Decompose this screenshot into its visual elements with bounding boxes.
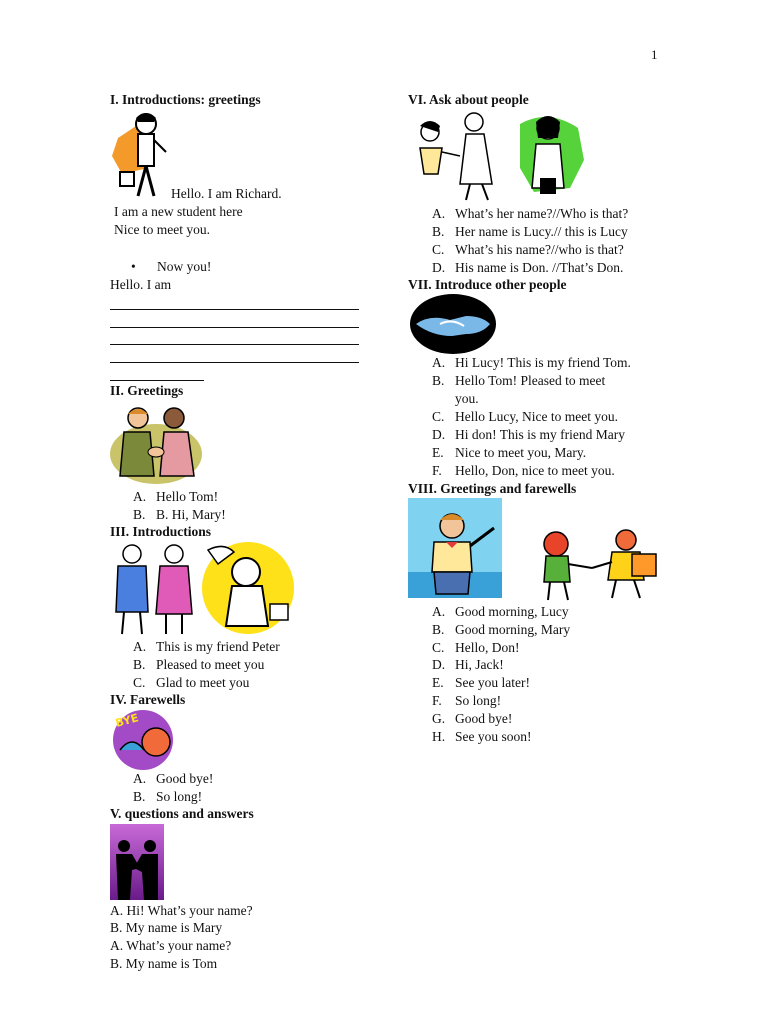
item-letter: B. bbox=[133, 789, 146, 804]
item-text: His name is Don. //That’s Don. bbox=[455, 260, 624, 275]
greeting-clipart bbox=[110, 402, 204, 486]
item-letter: H. bbox=[432, 729, 446, 744]
item-letter: C. bbox=[133, 675, 146, 690]
page-number: 1 bbox=[651, 47, 658, 62]
item-letter: D. bbox=[432, 657, 446, 672]
item-letter: B. bbox=[133, 507, 146, 522]
item-text: Good bye! bbox=[156, 771, 214, 786]
section-7-heading: VII. Introduce other people bbox=[408, 277, 567, 292]
item-letter: B. bbox=[432, 373, 445, 388]
s5-line-4: B. My name is Tom bbox=[110, 956, 218, 971]
section-2-heading: II. Greetings bbox=[110, 383, 184, 398]
richard-clipart bbox=[108, 108, 172, 200]
item-letter: A. bbox=[432, 355, 446, 370]
bye-badge-text: BYE bbox=[114, 711, 140, 730]
item-letter: D. bbox=[432, 427, 446, 442]
introductions-clipart bbox=[108, 542, 298, 638]
answer-line bbox=[110, 309, 359, 310]
s5-line-1: A. Hi! What’s your name? bbox=[110, 903, 253, 918]
answer-line bbox=[110, 362, 359, 363]
item-letter: A. bbox=[133, 489, 147, 504]
section-5-heading: V. questions and answers bbox=[110, 806, 254, 821]
item-letter: G. bbox=[432, 711, 446, 726]
item-letter: A. bbox=[432, 206, 446, 221]
item-text: So long! bbox=[455, 693, 502, 708]
item-text: Her name is Lucy.// this is Lucy bbox=[455, 224, 628, 239]
item-text: What’s his name?//who is that? bbox=[455, 242, 624, 257]
item-text: Hello Tom! Pleased to meet bbox=[455, 373, 606, 388]
item-text: Nice to meet you, Mary. bbox=[455, 445, 587, 460]
s1-bullet-text: Now you! bbox=[157, 259, 212, 274]
section-4-heading: IV. Farewells bbox=[110, 692, 186, 707]
handshake-silhouette-clipart bbox=[110, 824, 164, 900]
item-text: Glad to meet you bbox=[156, 675, 250, 690]
item-letter: C. bbox=[432, 640, 445, 655]
s5-line-3: A. What’s your name? bbox=[110, 938, 232, 953]
s1-line-2: I am a new student here bbox=[114, 204, 243, 219]
section-1-heading: I. Introductions: greetings bbox=[110, 92, 261, 107]
kids-clipart bbox=[536, 528, 660, 602]
item-text: Good bye! bbox=[455, 711, 513, 726]
item-text: Hello, Don, nice to meet you. bbox=[455, 463, 615, 478]
item-text: Hello Tom! bbox=[156, 489, 219, 504]
answer-line bbox=[110, 344, 359, 345]
section-6-heading: VI. Ask about people bbox=[408, 92, 529, 107]
item-text: Hi don! This is my friend Mary bbox=[455, 427, 625, 442]
item-letter: F. bbox=[432, 463, 442, 478]
item-text: So long! bbox=[156, 789, 203, 804]
item-text: Pleased to meet you bbox=[156, 657, 265, 672]
s5-line-2: B. My name is Mary bbox=[110, 920, 223, 935]
item-letter: C. bbox=[432, 409, 445, 424]
item-letter: F. bbox=[432, 693, 442, 708]
item-text: you. bbox=[455, 391, 479, 406]
answer-line bbox=[110, 380, 204, 381]
item-text: Hello, Don! bbox=[455, 640, 520, 655]
item-letter: B. bbox=[432, 224, 445, 239]
s1-line-3: Nice to meet you. bbox=[114, 222, 210, 237]
answer-line bbox=[110, 327, 359, 328]
people-clipart bbox=[408, 108, 592, 204]
bullet-dot: • bbox=[131, 259, 136, 274]
section-8-heading: VIII. Greetings and farewells bbox=[408, 481, 577, 496]
item-text: Hi Lucy! This is my friend Tom. bbox=[455, 355, 631, 370]
item-text: What’s her name?//Who is that? bbox=[455, 206, 629, 221]
item-letter: A. bbox=[133, 771, 147, 786]
bye-clipart bbox=[110, 710, 176, 770]
item-text: B. Hi, Mary! bbox=[156, 507, 226, 522]
item-letter: A. bbox=[133, 639, 147, 654]
s1-line-1: Hello. I am Richard. bbox=[171, 186, 282, 201]
section-3-heading: III. Introductions bbox=[110, 524, 212, 539]
waving-man-clipart bbox=[408, 498, 502, 598]
item-letter: B. bbox=[432, 622, 445, 637]
item-text: This is my friend Peter bbox=[156, 639, 280, 654]
handshake-clipart bbox=[410, 294, 496, 354]
item-letter: D. bbox=[432, 260, 446, 275]
item-letter: B. bbox=[133, 657, 146, 672]
item-text: Hello Lucy, Nice to meet you. bbox=[455, 409, 618, 424]
s1-prompt: Hello. I am bbox=[110, 277, 172, 292]
item-text: See you later! bbox=[455, 675, 530, 690]
item-letter: A. bbox=[432, 604, 446, 619]
item-letter: E. bbox=[432, 675, 444, 690]
item-text: See you soon! bbox=[455, 729, 532, 744]
item-text: Good morning, Lucy bbox=[455, 604, 569, 619]
item-text: Good morning, Mary bbox=[455, 622, 571, 637]
item-text: Hi, Jack! bbox=[455, 657, 504, 672]
item-letter: E. bbox=[432, 445, 444, 460]
item-letter: C. bbox=[432, 242, 445, 257]
